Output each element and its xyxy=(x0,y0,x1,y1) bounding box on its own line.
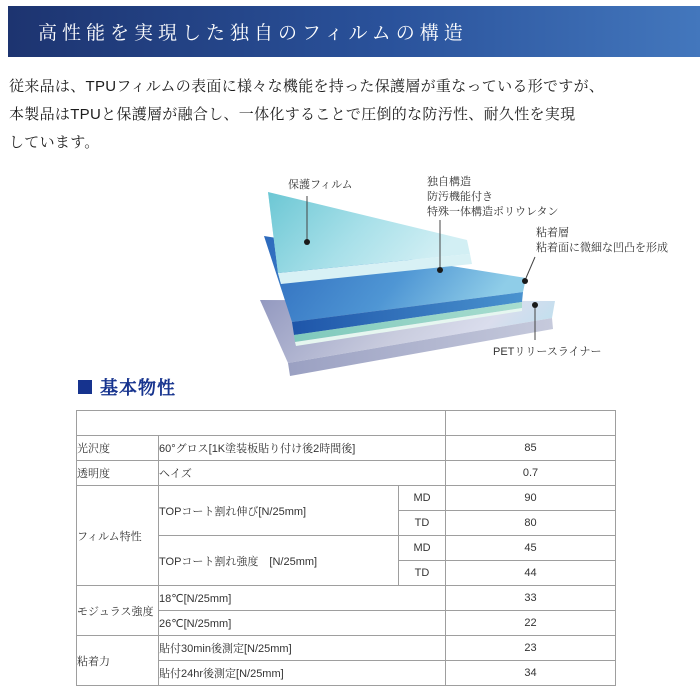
strength-test: TOPコート割れ強度 [N/25mm] xyxy=(159,536,399,586)
elongation-md-label: MD xyxy=(399,486,446,511)
haze-category: 透明度 xyxy=(77,461,159,486)
leader-dot-protective-film xyxy=(304,239,310,245)
adhesion-row2-value: 34 xyxy=(446,661,616,686)
label-adhesive-layer-line2: 粘着面に微細な凹凸を形成 xyxy=(536,242,668,254)
modulus-row2-test: 26℃[N/25mm] xyxy=(159,611,446,636)
leader-dot-release-liner xyxy=(532,302,538,308)
modulus-row1-test: 18℃[N/25mm] xyxy=(159,586,446,611)
page-title: 高性能を実現した独自のフィルムの構造 xyxy=(38,22,468,44)
header-diagonal-cell xyxy=(77,411,446,436)
spec-table xyxy=(76,410,616,686)
label-unique-structure-line1: 独自構造 xyxy=(427,176,471,188)
elongation-md-value: 90 xyxy=(446,486,616,511)
section-title-text: 基本物性 xyxy=(100,378,176,398)
strength-md-value: 45 xyxy=(446,536,616,561)
strength-md-label: MD xyxy=(399,536,446,561)
intro-line-1: 従来品は、TPUフィルムの表面に様々な機能を持った保護層が重なっている形ですが、 xyxy=(9,78,605,95)
strength-td-label: TD xyxy=(399,561,446,586)
elongation-td-value: 80 xyxy=(446,511,616,536)
section-square-icon xyxy=(78,380,92,394)
adhesion-row1-test: 貼付30min後測定[N/25mm] xyxy=(159,636,446,661)
film-structure-diagram xyxy=(240,170,700,380)
leader-line-adhesive-layer xyxy=(526,257,535,278)
film-category: フィルム特性 xyxy=(77,486,159,586)
modulus-row2-value: 22 xyxy=(446,611,616,636)
intro-line-2: 本製品はTPUと保護層が融合し、一体化することで圧倒的な防汚性、耐久性を実現 xyxy=(9,106,576,123)
strength-td-value: 44 xyxy=(446,561,616,586)
adhesion-category: 粘着力 xyxy=(77,636,159,686)
modulus-category: モジュラス強度 xyxy=(77,586,159,636)
haze-test: ヘイズ xyxy=(159,461,446,486)
intro-paragraph xyxy=(9,73,604,157)
adhesion-row2-test: 貼付24hr後測定[N/25mm] xyxy=(159,661,446,686)
intro-line-3: しています。 xyxy=(9,134,100,151)
product-header-cell: ECHELON Headlight PPF xyxy=(446,411,616,436)
label-release-liner: PETリリースライナー xyxy=(493,346,602,358)
gloss-test: 60°グロス[1K塗装板貼り付け後2時間後] xyxy=(159,436,446,461)
label-adhesive-layer-line1: 粘着層 xyxy=(536,227,569,239)
haze-value: 0.7 xyxy=(446,461,616,486)
leader-dot-unique-structure xyxy=(437,267,443,273)
table-header-row xyxy=(77,411,616,436)
modulus-row1-value: 33 xyxy=(446,586,616,611)
leader-dot-adhesive-layer xyxy=(522,278,528,284)
adhesion-row1-value: 23 xyxy=(446,636,616,661)
elongation-td-label: TD xyxy=(399,511,446,536)
table-row-adhesion-30min xyxy=(77,636,616,661)
header-banner xyxy=(8,6,700,57)
section-title xyxy=(78,374,176,400)
label-unique-structure-line2: 防汚機能付き xyxy=(427,191,493,203)
table-row-haze xyxy=(77,461,616,486)
label-unique-structure-line3: 特殊一体構造ポリウレタン xyxy=(427,206,559,218)
label-protective-film: 保護フィルム xyxy=(288,179,353,191)
table-row-gloss xyxy=(77,436,616,461)
elongation-test: TOPコート割れ伸び[N/25mm] xyxy=(159,486,399,536)
table-row-elongation-md xyxy=(77,486,616,511)
table-row-modulus-18 xyxy=(77,586,616,611)
gloss-category: 光沢度 xyxy=(77,436,159,461)
gloss-value: 85 xyxy=(446,436,616,461)
